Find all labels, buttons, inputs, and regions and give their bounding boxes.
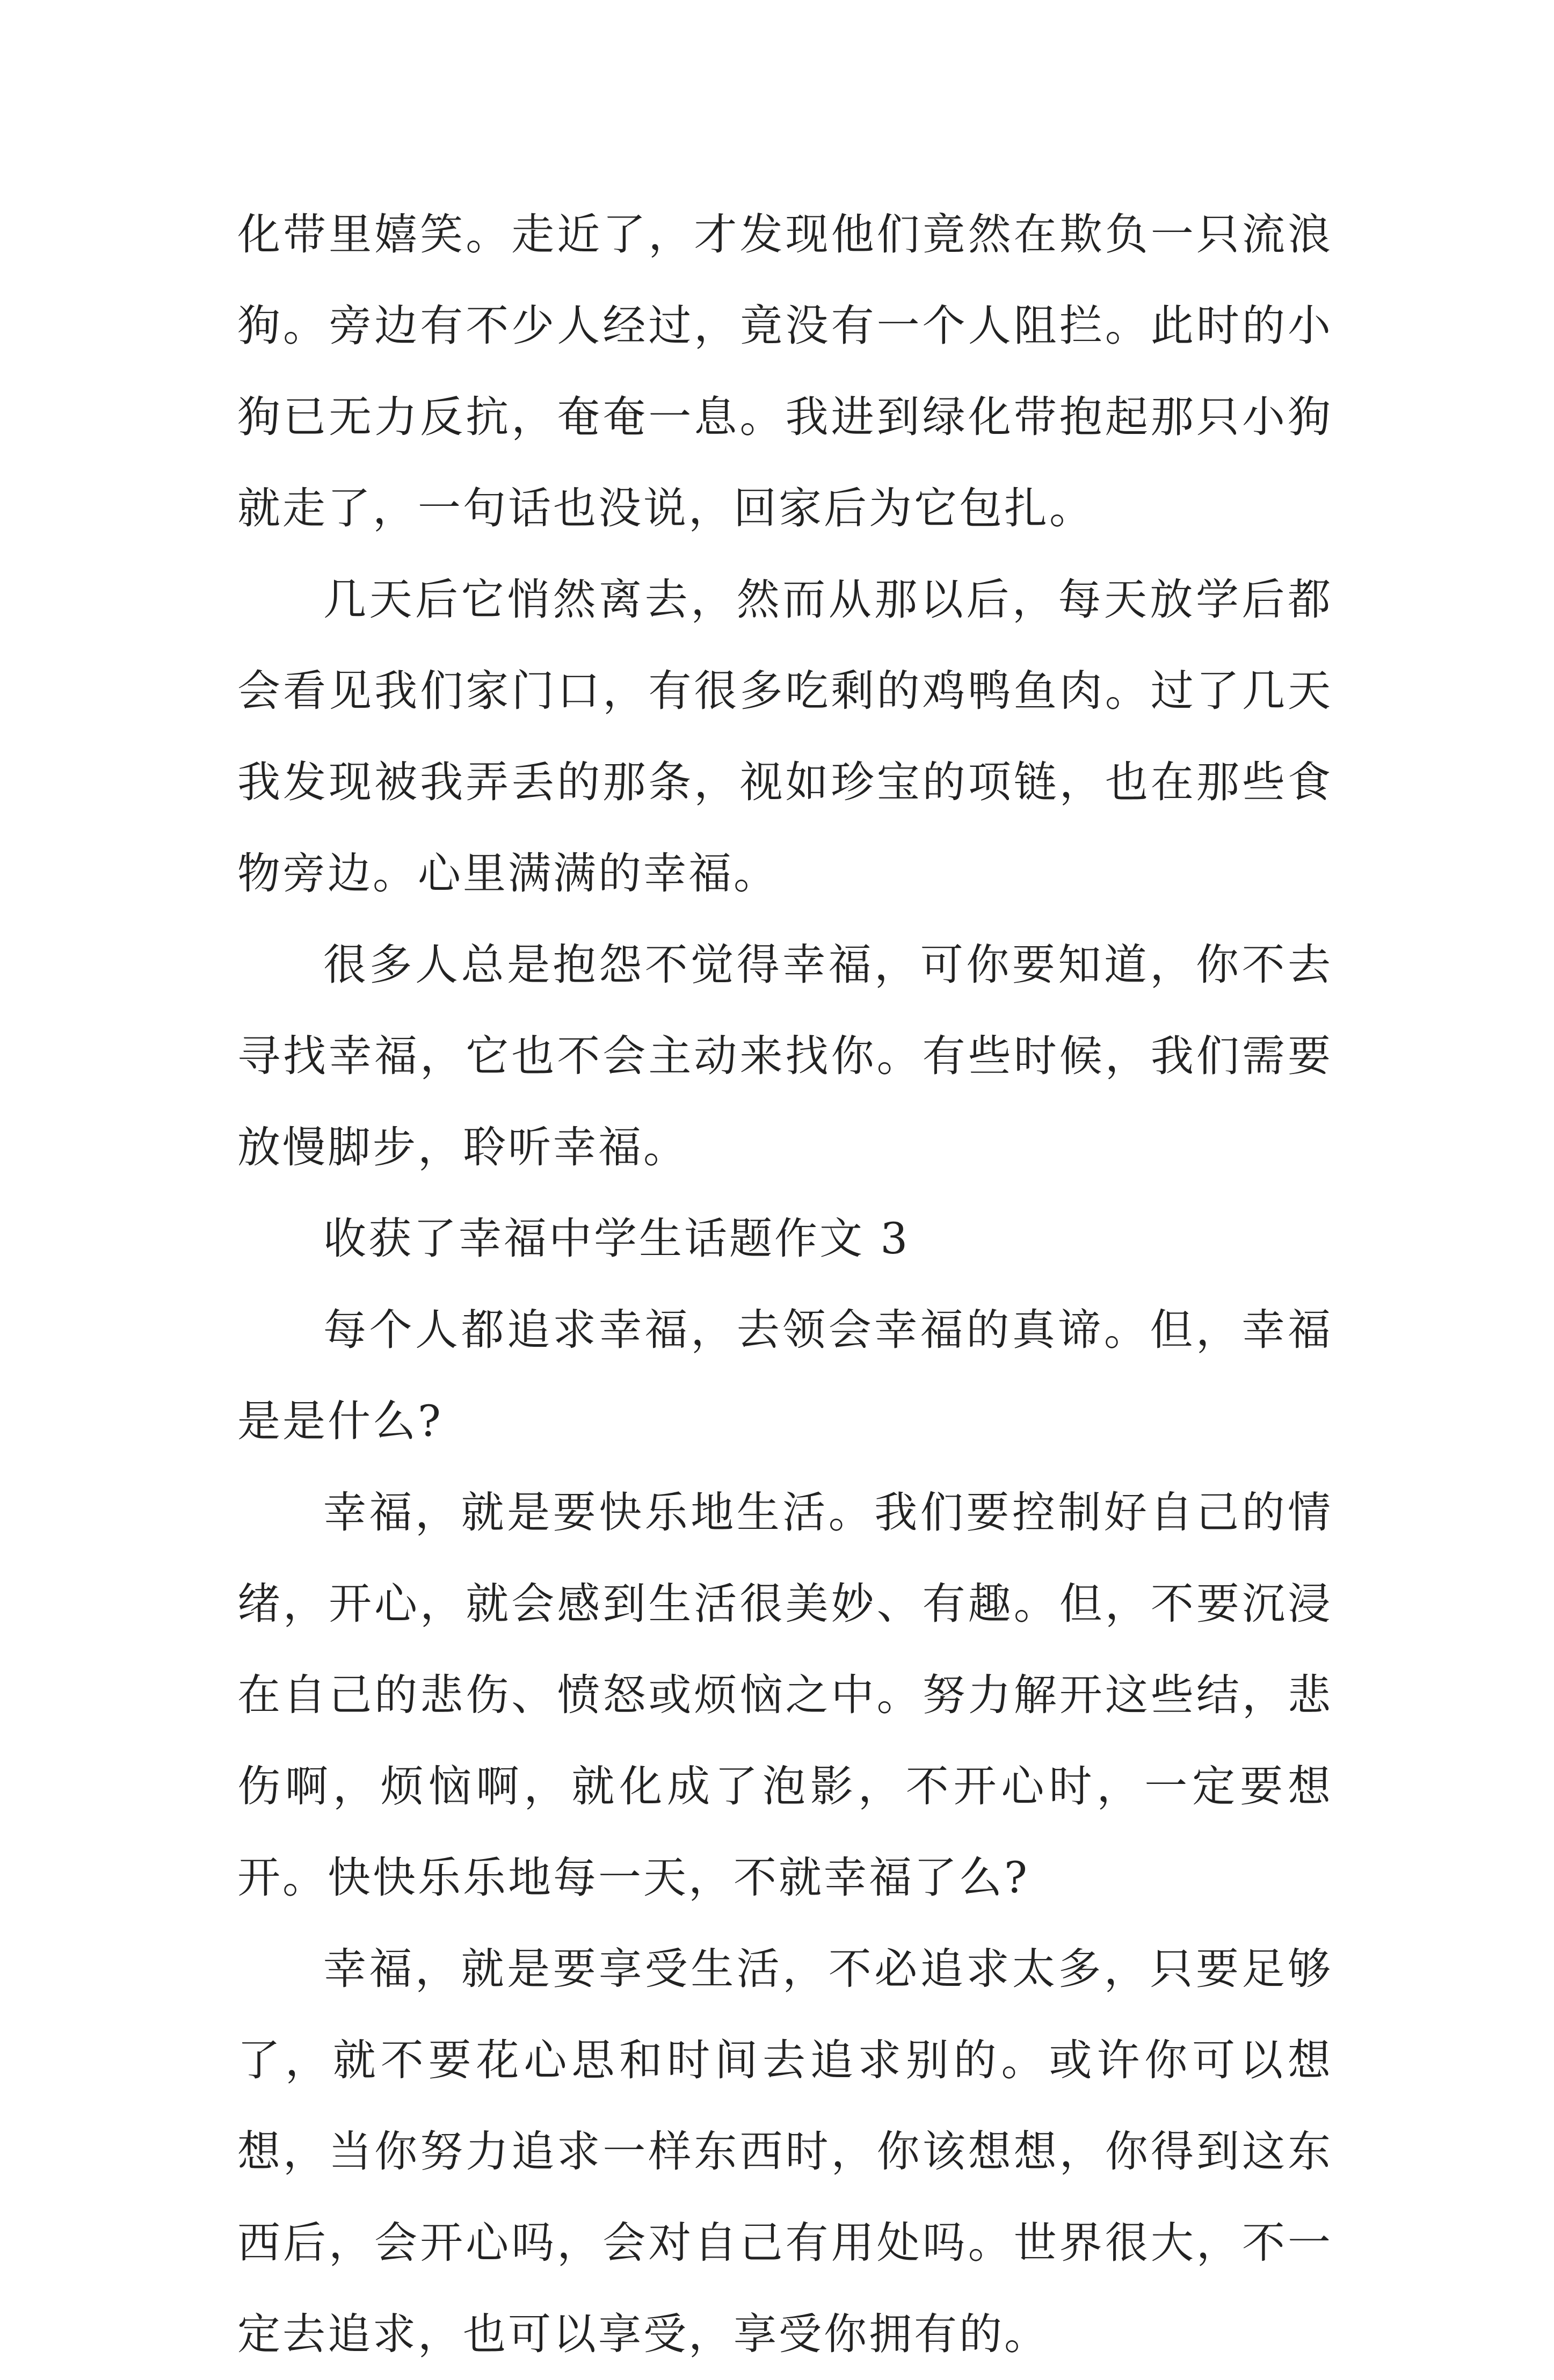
paragraph-6: 幸福，就是要享受生活，不必追求太多，只要足够了，就不要花心思和时间去追求别的。或许你可以想想，当你努力追求一样东西时，你该想想，你得到这东西后，会开心吗，会对自己有用处吗。世界很大，不一定去追求，也可以享受，享受你拥有的。 xyxy=(237,1944,1333,2359)
paragraph-1: 化带里嬉笑。走近了，才发现他们竟然在欺负一只流浪狗。旁边有不少人经过，竟没有一个人阻拦。此时的小狗已无力反抗，奄奄一息。我进到绿化带抱起那只小狗就走了，一句话也没说，回家后为它包扎。 xyxy=(237,209,1333,533)
document-body xyxy=(237,189,1333,2380)
paragraph-4: 每个人都追求幸福，去领会幸福的真谛。但，幸福是是什么? xyxy=(237,1305,1333,1446)
paragraph-3: 很多人总是抱怨不觉得幸福，可你要知道，你不去寻找幸福，它也不会主动来找你。有些时候，我们需要放慢脚步，聆听幸福。 xyxy=(237,940,1333,1172)
section-heading: 收获了幸福中学生话题作文 3 xyxy=(323,1214,910,1264)
paragraph-2: 几天后它悄然离去，然而从那以后，每天放学后都会看见我们家门口，有很多吃剩的鸡鸭鱼肉。过了几天我发现被我弄丢的那条，视如珍宝的项链，也在那些食物旁边。心里满满的幸福。 xyxy=(237,575,1333,898)
paragraph-5: 幸福，就是要快乐地生活。我们要控制好自己的情绪，开心，就会感到生活很美妙、有趣。但，不要沉浸在自己的悲伤、愤怒或烦恼之中。努力解开这些结，悲伤啊，烦恼啊，就化成了泡影，不开心时，一定要想开。快快乐乐地每一天，不就幸福了么? xyxy=(237,1488,1333,1903)
